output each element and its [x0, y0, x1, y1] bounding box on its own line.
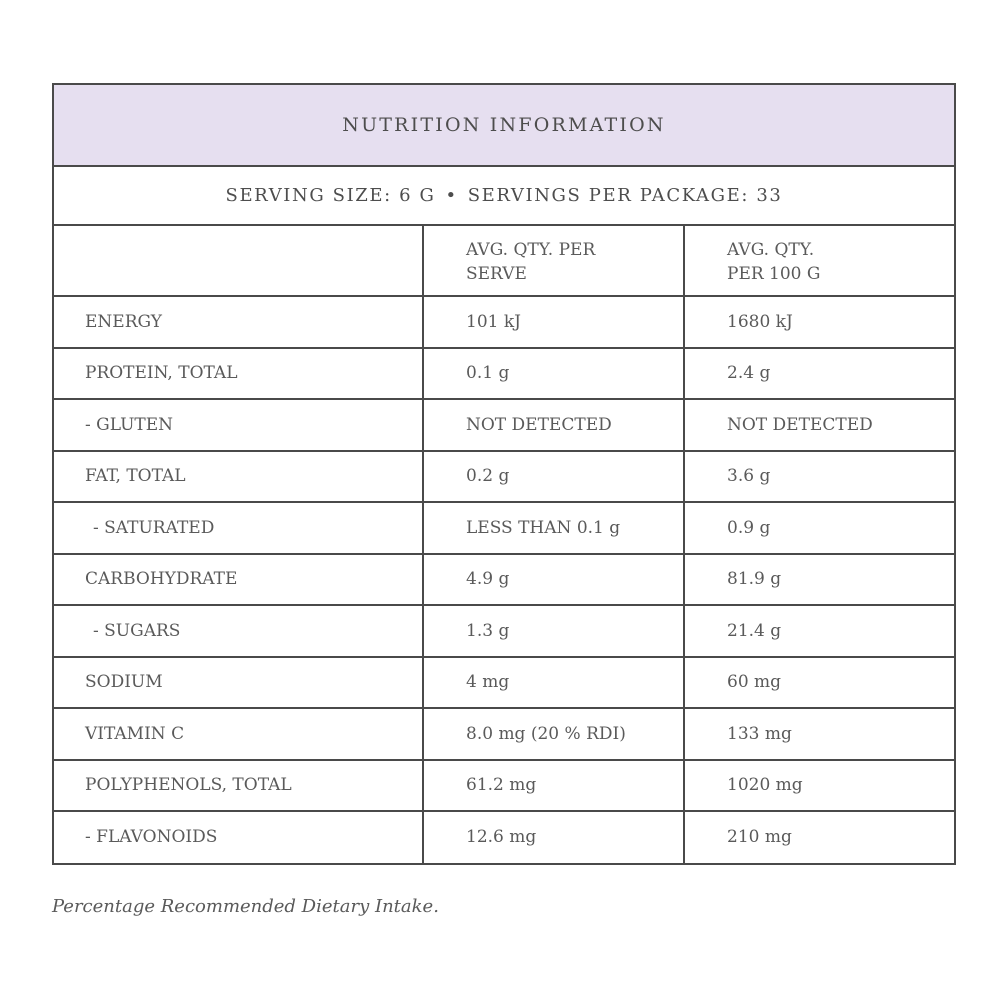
table-row [54, 296, 954, 348]
row-per-100g: 3.6 g [684, 451, 954, 503]
row-per-serve: 8.0 mg (20 % RDI) [423, 708, 684, 760]
row-per-100g: 1680 kJ [684, 296, 954, 348]
panel-title: NUTRITION INFORMATION [54, 85, 954, 167]
table-row [54, 399, 954, 451]
row-per-serve: 4 mg [423, 657, 684, 709]
row-label: FAT, TOTAL [54, 451, 423, 503]
servings-per-package: SERVINGS PER PACKAGE: 33 [467, 185, 783, 206]
row-label: - SATURATED [54, 502, 423, 554]
serving-size: SERVING SIZE: 6 G [225, 185, 436, 206]
table-row [54, 657, 954, 709]
row-per-serve: 12.6 mg [423, 811, 684, 863]
table-row [54, 451, 954, 503]
row-per-100g: NOT DETECTED [684, 399, 954, 451]
row-label: PROTEIN, TOTAL [54, 348, 423, 400]
row-label: CARBOHYDRATE [54, 554, 423, 606]
row-per-serve: 1.3 g [423, 605, 684, 657]
row-per-serve: 101 kJ [423, 296, 684, 348]
row-per-100g: 1020 mg [684, 760, 954, 812]
table-row [54, 760, 954, 812]
row-per-100g: 60 mg [684, 657, 954, 709]
row-per-100g: 81.9 g [684, 554, 954, 606]
row-per-serve: 0.2 g [423, 451, 684, 503]
row-label: - GLUTEN [54, 399, 423, 451]
footnote: Percentage Recommended Dietary Intake. [52, 896, 439, 917]
row-per-serve: NOT DETECTED [423, 399, 684, 451]
row-per-100g: 210 mg [684, 811, 954, 863]
table-row [54, 348, 954, 400]
row-per-serve: 0.1 g [423, 348, 684, 400]
table-row [54, 554, 954, 606]
row-per-100g: 133 mg [684, 708, 954, 760]
header-per-100g: AVG. QTY. PER 100 G [684, 226, 954, 296]
table-row [54, 605, 954, 657]
row-per-100g: 21.4 g [684, 605, 954, 657]
table-row [54, 811, 954, 863]
nutrition-table [54, 226, 954, 863]
nutrition-panel [52, 83, 956, 865]
serving-info [54, 167, 954, 226]
serving-separator: • [445, 185, 458, 206]
row-per-100g: 0.9 g [684, 502, 954, 554]
row-per-serve: 4.9 g [423, 554, 684, 606]
row-label: VITAMIN C [54, 708, 423, 760]
row-label: SODIUM [54, 657, 423, 709]
row-per-serve: LESS THAN 0.1 g [423, 502, 684, 554]
row-per-100g: 2.4 g [684, 348, 954, 400]
row-label: - SUGARS [54, 605, 423, 657]
table-header-row [54, 226, 954, 296]
table-row [54, 502, 954, 554]
row-per-serve: 61.2 mg [423, 760, 684, 812]
header-per-serve: AVG. QTY. PER SERVE [423, 226, 684, 296]
row-label: ENERGY [54, 296, 423, 348]
header-blank [54, 226, 423, 296]
row-label: - FLAVONOIDS [85, 827, 218, 848]
table-row [54, 708, 954, 760]
row-label: POLYPHENOLS, TOTAL [54, 760, 423, 812]
